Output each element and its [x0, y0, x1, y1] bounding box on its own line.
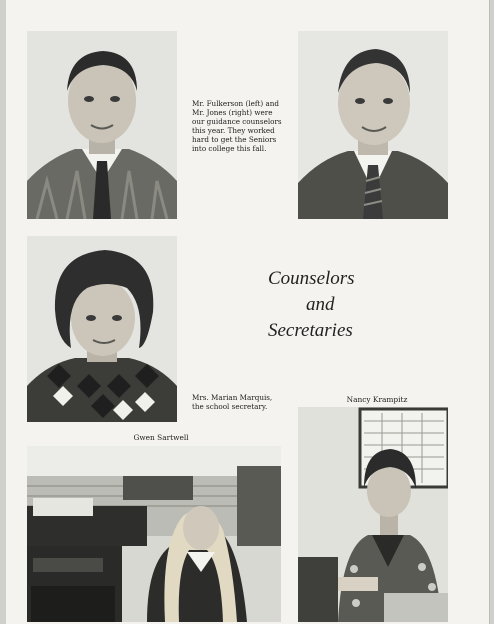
heading-line-secretaries: Secretaries — [268, 320, 353, 341]
portrait-marquis-figure — [27, 236, 177, 422]
portrait-marquis — [27, 236, 177, 422]
gwen-name-label: Gwen Sartwell — [133, 433, 189, 442]
portrait-jones-figure — [298, 31, 448, 219]
photo-gwen-office — [27, 446, 281, 622]
photo-nancy-desk — [298, 407, 448, 622]
portrait-jones — [298, 31, 448, 219]
section-heading — [268, 266, 408, 344]
photo-gwen-office-scene — [27, 446, 281, 622]
counselors-caption: Mr. Fulkerson (left) and Mr. Jones (right) were our guidance counselors this year. They worked hard to get the Seniors into college this fall. — [192, 99, 282, 153]
photo-nancy-desk-scene — [298, 407, 448, 622]
nancy-name-label: Nancy Krampitz — [346, 395, 408, 404]
yearbook-page — [6, 0, 490, 624]
heading-line-counselors: Counselors — [268, 268, 355, 289]
secretary-caption: Mrs. Marian Marquis, the school secretary. — [192, 393, 273, 411]
portrait-fulkerson-figure — [27, 31, 177, 219]
portrait-fulkerson — [27, 31, 177, 219]
heading-line-and: and — [306, 294, 335, 315]
